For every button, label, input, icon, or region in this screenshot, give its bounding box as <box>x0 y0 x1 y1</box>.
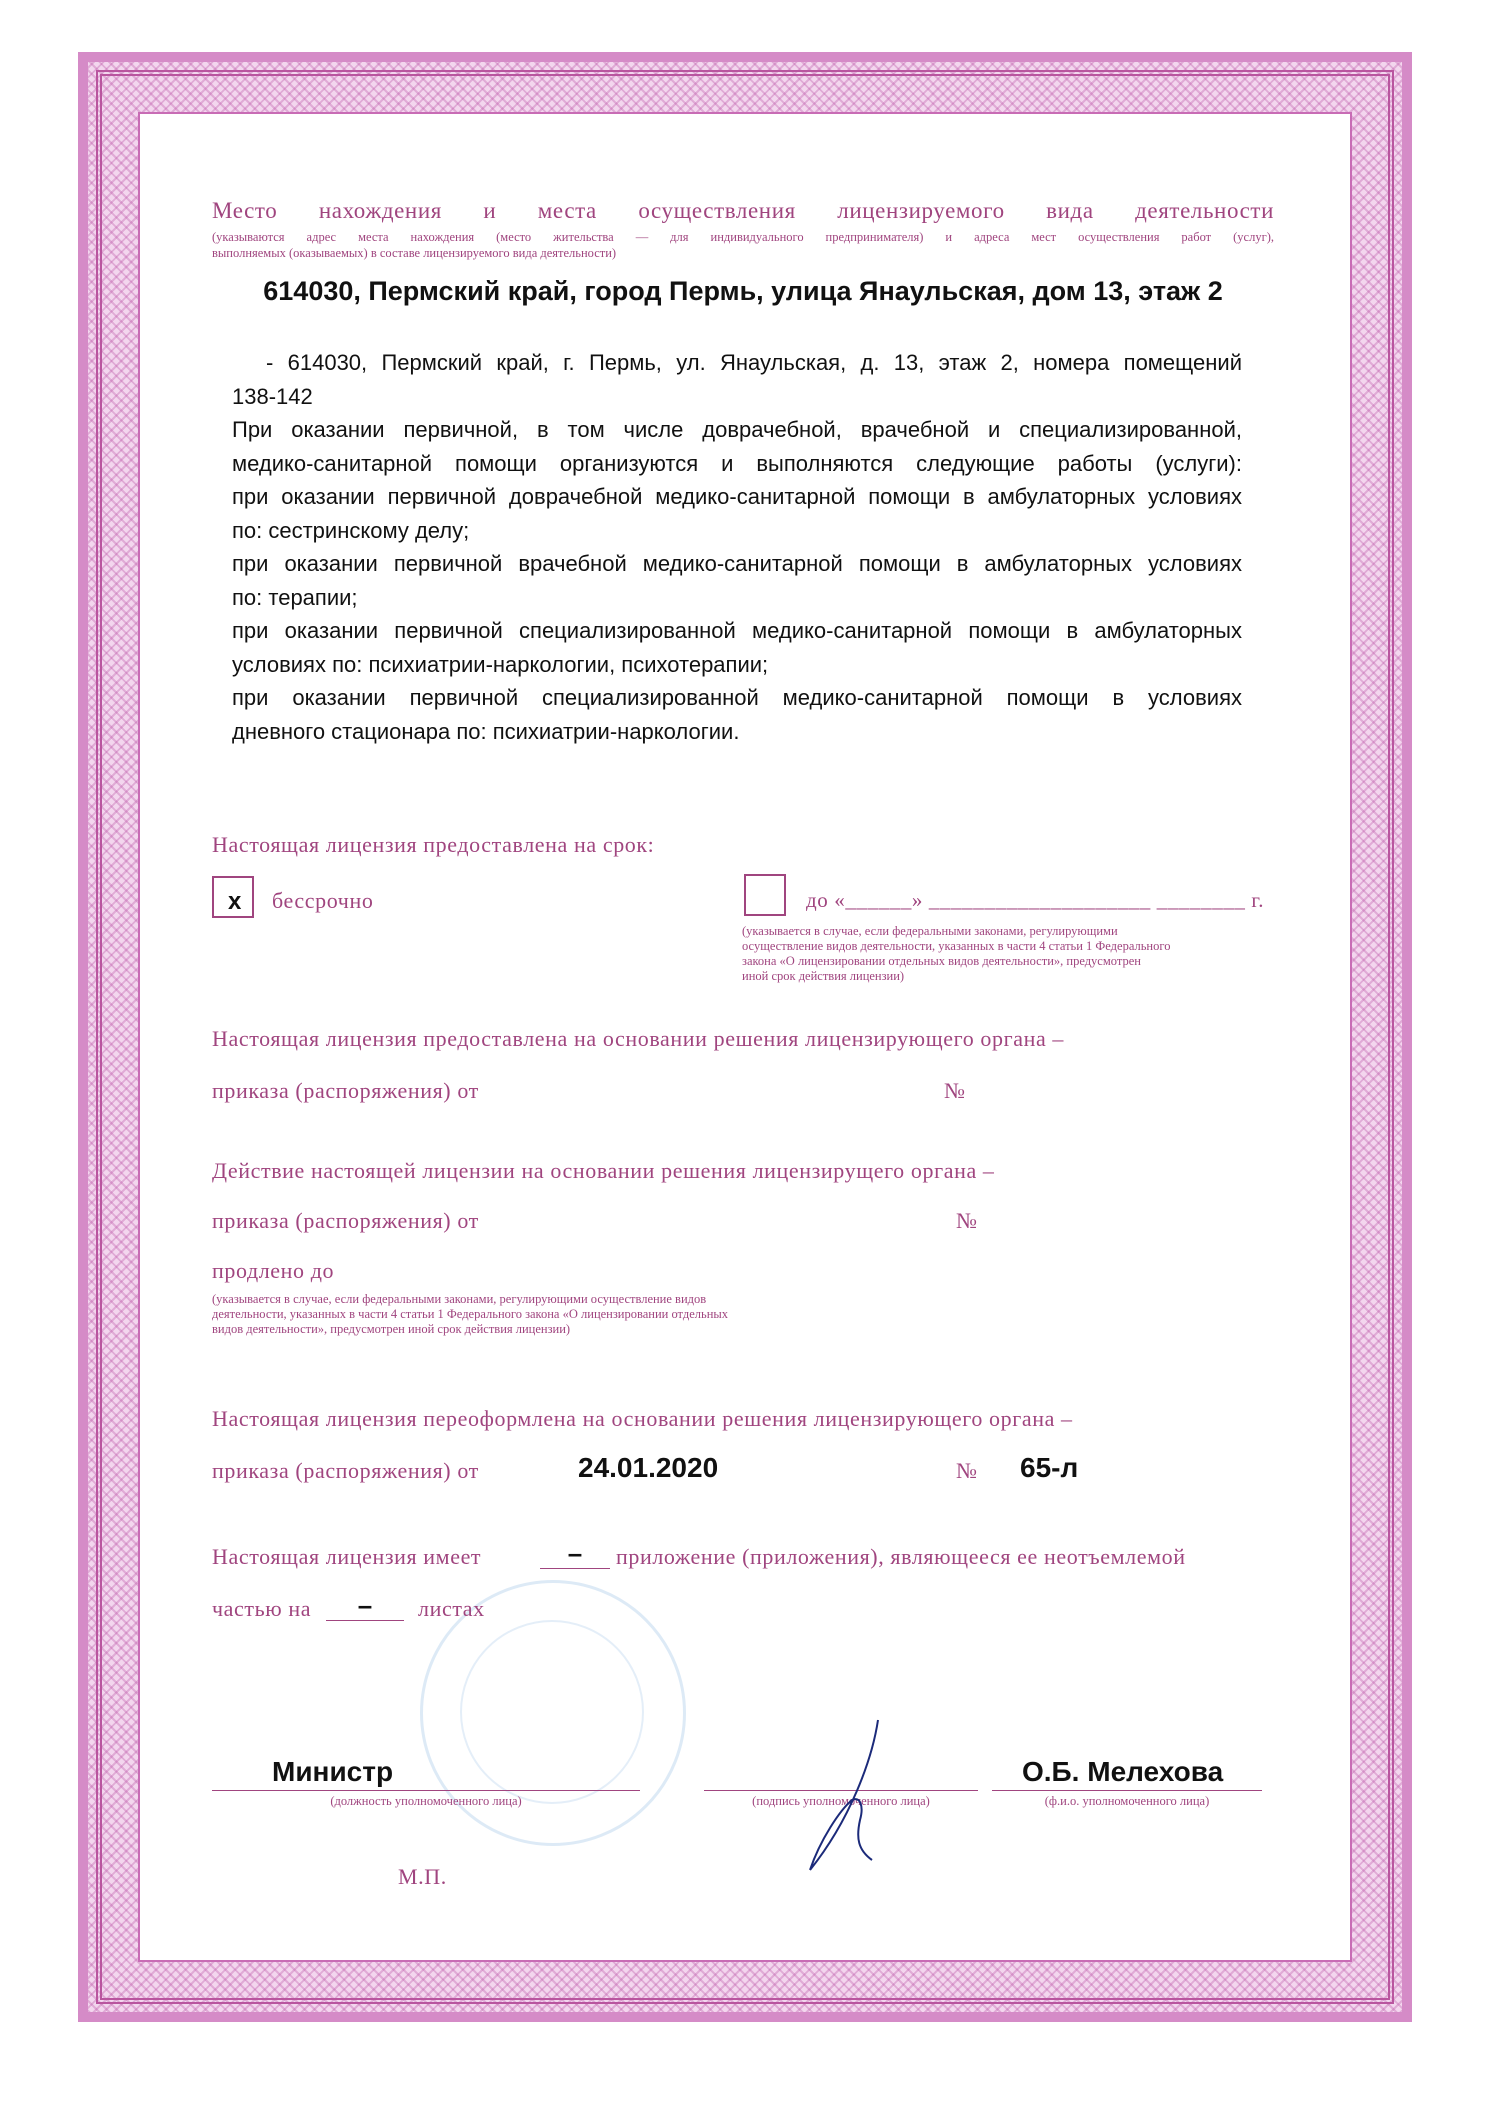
body-line: по: сестринскому делу; <box>232 517 470 543</box>
reissue-label: Настоящая лицензия переоформлена на основании решения лицензирующего органа – <box>212 1406 1073 1431</box>
body-line: при оказании первичной врачебной медико-санитарной помощи в амбулаторных условиях <box>232 551 1242 576</box>
body-line: при оказании первичной специализированной медико-санитарной помощи в условиях <box>232 685 1242 710</box>
appendix-sheets: – <box>326 1590 404 1621</box>
body-line: 138-142 <box>232 383 313 409</box>
name-note: (ф.и.о. уполномоченного лица) <box>1044 1794 1210 1808</box>
extension-note-line: деятельности, указанных в части 4 статьи 1 Федерального закона «О лицензировании отдельных <box>212 1307 729 1321</box>
extension-note-line: (указывается в случае, если федеральными законами, регулирующими осуществление видов <box>212 1292 707 1306</box>
until-checkbox <box>744 874 786 916</box>
main-address: 614030, Пермский край, город Пермь, улица Янаульская, дом 13, этаж 2 <box>263 276 1223 306</box>
appendix-text-4: листах <box>418 1596 485 1621</box>
extension-note-line: видов деятельности», предусмотрен иной срок действия лицензии) <box>212 1322 571 1336</box>
checkbox-mark: х <box>228 888 242 915</box>
header-title: Место нахождения и места осуществления лицензируемого вида деятельности <box>212 198 1274 223</box>
extension-note <box>212 1292 932 1337</box>
name-line <box>992 1790 1262 1791</box>
term-label: Настоящая лицензия предоставлена на срок: <box>212 832 655 857</box>
term-note-line: закона «О лицензировании отдельных видов деятельности», предусмотрен <box>742 954 1141 968</box>
signer-name: О.Б. Мелехова <box>1022 1756 1224 1787</box>
services-text <box>232 346 1242 748</box>
reissue-date: 24.01.2020 <box>578 1452 719 1483</box>
official-seal-inner <box>460 1620 644 1804</box>
reissue-order: приказа (распоряжения) от <box>212 1458 479 1483</box>
term-note-line: осуществление видов деятельности, указанных в части 4 статьи 1 Федерального <box>742 939 1171 953</box>
term-note <box>742 924 1282 984</box>
seal-place: М.П. <box>398 1864 447 1889</box>
unlimited-label: бессрочно <box>272 888 374 913</box>
term-note-line: иной срок действия лицензии) <box>742 969 905 983</box>
extension-label: Действие настоящей лицензии на основании решения лицензирущего органа – <box>212 1158 995 1183</box>
term-note-line: (указывается в случае, если федеральными законами, регулирующими <box>742 924 1118 938</box>
reissue-number: 65-л <box>1020 1452 1079 1483</box>
body-line: При оказании первичной, в том числе доврачебной, врачебной и специализированной, <box>232 417 1242 442</box>
appendix-text-1: Настоящая лицензия имеет <box>212 1544 482 1569</box>
body-line: по: терапии; <box>232 584 358 610</box>
body-line: медико-санитарной помощи организуются и выполняются следующие работы (услуги): <box>232 450 1242 476</box>
basis-order: приказа (распоряжения) от <box>212 1078 479 1103</box>
extension-number-sign: № <box>956 1208 978 1233</box>
extension-extended: продлено до <box>212 1258 335 1283</box>
body-line: при оказании первичной доврачебной медико-санитарной помощи в амбулаторных условиях <box>232 484 1242 509</box>
extension-order: приказа (распоряжения) от <box>212 1208 479 1233</box>
appendix-count: – <box>540 1538 610 1569</box>
header-note-1: (указываются адрес места нахождения (место жительства — для индивидуального предпринимателя) и адреса мест осуществления работ (услуг), <box>212 230 1274 244</box>
body-line: - 614030, Пермский край, г. Пермь, ул. Янаульская, д. 13, этаж 2, номера помещений <box>266 350 1242 375</box>
body-line: дневного стационара по: психиатрии-наркологии. <box>232 718 740 744</box>
header-note-2: выполняемых (оказываемых) в составе лицензируемого вида деятельности) <box>212 246 617 260</box>
reissue-number-sign: № <box>956 1458 978 1483</box>
body-line: при оказании первичной специализированной медико-санитарной помощи в амбулаторных <box>232 618 1242 643</box>
signature-note: (подпись уполномоченного лица) <box>752 1794 930 1808</box>
until-label: до «______» ____________________ ________ г. <box>806 888 1265 912</box>
appendix-text-2: приложение (приложения), являющееся ее неотъемлемой <box>616 1544 1186 1569</box>
handwritten-signature <box>780 1700 920 1880</box>
position-note: (должность уполномоченного лица) <box>330 1794 522 1808</box>
unlimited-checkbox <box>212 876 254 918</box>
signer-position: Министр <box>272 1756 394 1787</box>
basis-number-sign: № <box>944 1078 966 1103</box>
body-line: условиях по: психиатрии-наркологии, психотерапии; <box>232 651 769 677</box>
basis-label: Настоящая лицензия предоставлена на основании решения лицензирующего органа – <box>212 1026 1065 1051</box>
appendix-text-3: частью на <box>212 1596 312 1621</box>
position-line <box>212 1790 640 1791</box>
